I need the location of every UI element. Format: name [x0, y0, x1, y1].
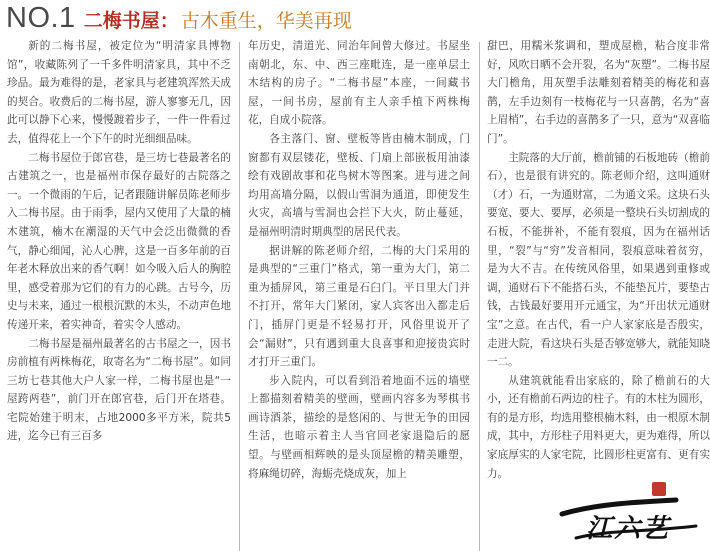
headline-subtitle: 古木重生，华美再现: [180, 10, 352, 32]
paragraph: 二梅书屋是福州最著名的古书屋之一，因书房前植有两株梅花，取寄名为“二梅书屋”。如同三坊七巷其他大户人家一样，二梅书屋也是“一屋跨两巷”，前门开在郎官巷，后门开在塔巷。宅院始建于明末，占地2000多平方米，院共5进，迄今已有三百多: [7, 337, 231, 443]
section-number: NO.1: [6, 2, 76, 34]
column-divider: [239, 42, 240, 551]
article-headline: [6, 2, 352, 36]
paragraph: 各主落门、窗、壁板等皆由楠木制成，门窗都有双层镂花，壁板、门扇上部嵌板用油漆绘有戏剧故事和花鸟树木等图案。进与进之间均用高墙分隔，以假山雪洞为通道，即使发生火灾，高墙与雪洞也会拦下大火，防止蔓延，是福州明清时期典型的居民代表。: [248, 132, 470, 238]
paragraph: 主院落的大厅前，檐前铺的石板地砖（檐前石），也是很有讲究的。陈老师介绍，这叫通财（才）石，一为通财富，二为通文采。这块石头要宽、要大、要厚，必须是一整块石头切割成的石板，不能拼补，不能有裂痕，因为在福州话里，“裂”与“穷”发音相同，裂痕意味着贫穷，是为大不吉。在传统风俗里，如果遇到重修或调，通财石下不能搭石头，不能垫瓦片，要垫古钱，古钱最好要用开元通宝，为“开出状元通财宝”之意。在古代，看一户人家家底是否殷实，走进大院，看这块石头是否够宽够大，就能知晓一二。: [487, 151, 710, 369]
paragraph: 年历史，清道光、同治年间曾大修过。书屋坐南朝北，东、中、西三座毗连，是一座单层土木结构的房子。“二梅书屋”本座，一间藏书屋，一间书房，屋前有主人亲手植下两株梅花，自成小院落。: [248, 40, 470, 127]
paragraph: 据讲解的陈老师介绍，二梅的大门采用的是典型的“三重门”格式，第一重为大门，第二重为插屏风，第三重是石臼门。平日里大门并不打开，常年大门紧闭，家人宾客出入都走后门，插屏门更是不轻易打开，风俗里说开了会“漏财”，只有遇到重大良喜事和迎接贵宾时才打开三重门。: [248, 244, 470, 369]
paragraph: 甜巴，用糯米浆调和，塑成屋檐，粘合度非常好，风吹日晒不会开裂，名为“灰塑”。二梅书屋大门檐角，用灰塑手法雕刻着精美的梅花和喜鹊，左手边刻有一枝梅花与一只喜鹊，名为“喜上眉梢”，右手边的喜鹊多了一只，意为“双喜临门”。: [487, 40, 710, 145]
column-1: [7, 37, 231, 551]
paragraph: 从建筑就能看出家底的，除了檐前石的大小，还有檐前石两边的柱子。有的木柱为圆形，有的是方形，均选用整根楠木料，由一根原木制成，其中，方形柱子用料更大，更为难得，所以家底厚实的人家宅院，比圆形柱更富有、更有实力。: [487, 374, 710, 480]
paragraph: 新的二梅书屋，被定位为“明清家具博物馆”，收藏陈列了一千多件明清家具，其中不乏珍品。最为难得的是，老家具与老建筑浑然天成的契合。收费后的二梅书屋，游人寥寥无几，因此可以静下心来，慢慢踱着步子，一件一件看过去，值得花上一个下午的时光细细品味。: [7, 40, 231, 145]
paragraph: 二梅书屋位于郎官巷，是三坊七巷最著名的古建筑之一，也是福州市保存最好的古院落之一。一个微雨的午后，记者跟随讲解员陈老师步入二梅书屋。由于雨季，屋内又使用了大量的楠木建筑，楠木在潮湿的天气中会泛出微微的香气，静心细闻，沁人心脾，这是一百多年前的百年老木释放出来的香气啊！如今吸入后人的胸腔里，感受着那为它们的有力的心跳。古号今，历史与未来，通过一根根沉默的木头，不动声色地传递开来，着实神奇，着实令人感动。: [7, 151, 231, 331]
watermark-text: 江六艺: [586, 514, 671, 544]
column-2: [248, 37, 470, 551]
seal-icon: [652, 482, 666, 496]
headline-name: 二梅书屋：: [83, 10, 179, 32]
column-divider: [479, 42, 480, 551]
column-3: [487, 37, 710, 551]
paragraph: 步入院内，可以看到沿着地面不远的墙壁上都描刻着精美的壁画，壁画内容多为琴棋书画诗酒茶，描绘的是悠闲的、与世无争的田园生活，也暗示着主人当官回老家退隐后的愿望。与壁画相辉映的是头顶屋檐的精美雕塑，将麻绳切碎，海蛎壳烧成灰，加上: [248, 374, 470, 480]
watermark-logo: [556, 480, 706, 548]
